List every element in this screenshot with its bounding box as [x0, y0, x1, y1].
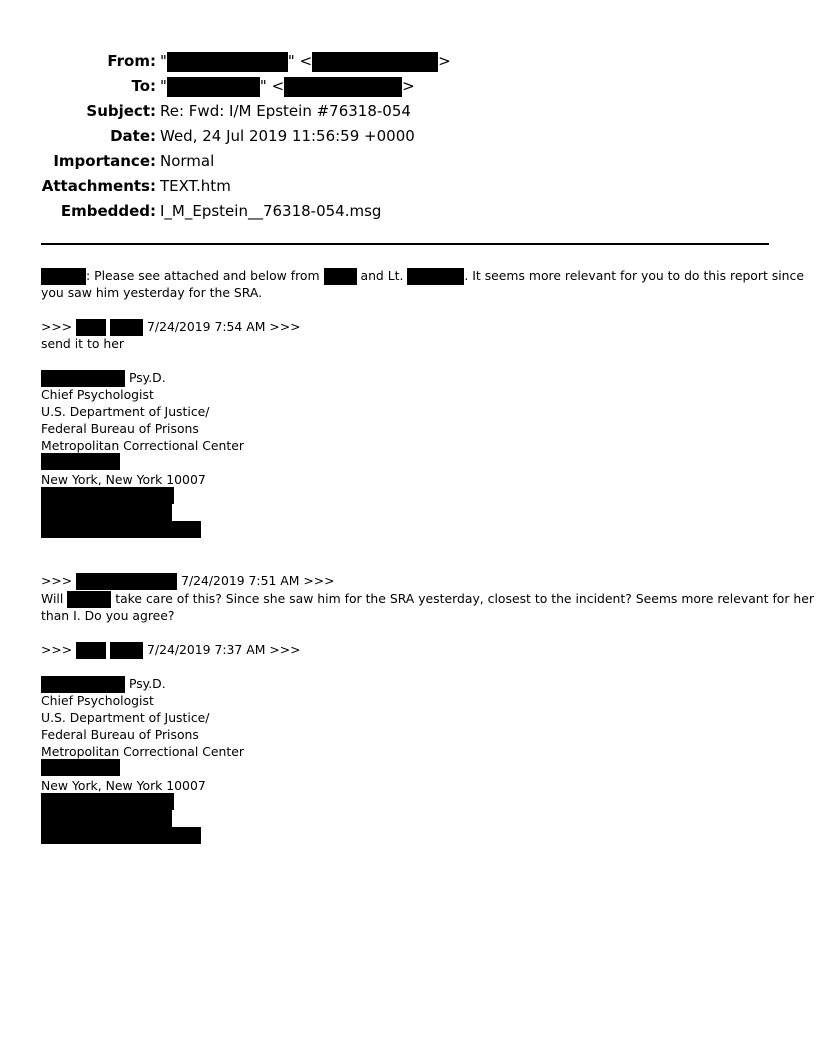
signature-city: New York, New York 10007 [41, 472, 206, 487]
importance-label: Importance: [53, 152, 156, 170]
signature-facility: Metropolitan Correctional Center [41, 438, 244, 453]
redaction-block [167, 77, 260, 97]
body-text: take care of this? Since she saw him for the SRA yesterday, closest to the incident? Seems more relevant for her [115, 591, 814, 606]
redaction-block [41, 504, 172, 521]
signature-degree: Psy.D. [128, 370, 166, 385]
signature-bureau: Federal Bureau of Prisons [41, 421, 199, 436]
redaction-block [67, 591, 111, 608]
redaction-block [76, 319, 106, 336]
signature-facility: Metropolitan Correctional Center [41, 744, 244, 759]
subject-label: Subject: [86, 102, 156, 120]
redaction-block [76, 573, 177, 590]
redaction-block [41, 487, 174, 504]
from-close-angle: > [438, 52, 451, 70]
to-label: To: [131, 77, 156, 95]
redaction-block [41, 810, 172, 827]
date-value: Wed, 24 Jul 2019 11:56:59 +0000 [160, 127, 415, 145]
signature-bureau: Federal Bureau of Prisons [41, 727, 199, 742]
signature-name-line [41, 369, 166, 387]
from-open-quote: " [160, 52, 167, 70]
embedded-label: Embedded: [60, 202, 156, 220]
redaction-block [41, 793, 174, 810]
to-close-angle: > [402, 77, 415, 95]
signature-degree: Psy.D. [128, 676, 166, 691]
quote-header [41, 318, 301, 336]
body-text: . It seems more relevant for you to do this report since [464, 268, 804, 283]
from-close-quote: " < [287, 52, 313, 70]
quote-prefix: >>> [41, 319, 73, 334]
quote-header [41, 572, 335, 590]
to-open-quote: " [160, 77, 167, 95]
redaction-block [284, 77, 402, 97]
quote-prefix: >>> [41, 573, 73, 588]
signature-title: Chief Psychologist [41, 387, 154, 402]
from-value [160, 50, 451, 72]
redaction-block [110, 642, 143, 659]
body-text: : Please see attached and below from [86, 268, 320, 283]
to-value [160, 75, 415, 97]
attachments-label: Attachments: [41, 177, 156, 195]
from-label: From: [107, 52, 156, 70]
redaction-block [41, 521, 201, 538]
signature-title: Chief Psychologist [41, 693, 154, 708]
signature-dept: U.S. Department of Justice/ [41, 404, 210, 419]
redaction-block [41, 453, 120, 470]
body-text: Will [41, 591, 64, 606]
header-divider [41, 243, 769, 245]
redaction-block [324, 268, 357, 285]
quote-text [41, 590, 814, 608]
redaction-block [41, 370, 125, 387]
body-paragraph-line: you saw him yesterday for the SRA. [41, 285, 263, 300]
date-label: Date: [110, 127, 156, 145]
importance-value: Normal [160, 152, 215, 170]
signature-name-line [41, 675, 166, 693]
redaction-block [41, 827, 201, 844]
signature-dept: U.S. Department of Justice/ [41, 710, 210, 725]
embedded-value: I_M_Epstein__76318-054.msg [160, 202, 382, 220]
redaction-block [167, 52, 288, 72]
redaction-block [41, 268, 86, 285]
subject-value: Re: Fwd: I/M Epstein #76318-054 [160, 102, 411, 120]
quote-time: 7/24/2019 7:37 AM >>> [147, 642, 301, 657]
quote-prefix: >>> [41, 642, 73, 657]
redaction-block [407, 268, 464, 285]
body-paragraph-line [41, 267, 804, 285]
body-text: and Lt. [360, 268, 404, 283]
quote-text: send it to her [41, 336, 124, 351]
redaction-block [110, 319, 143, 336]
redaction-block [312, 52, 438, 72]
signature-city: New York, New York 10007 [41, 778, 206, 793]
redaction-block [76, 642, 106, 659]
quote-time: 7/24/2019 7:51 AM >>> [181, 573, 335, 588]
attachments-value: TEXT.htm [160, 177, 231, 195]
quote-header [41, 641, 301, 659]
quote-time: 7/24/2019 7:54 AM >>> [147, 319, 301, 334]
redaction-block [41, 676, 125, 693]
quote-text: than I. Do you agree? [41, 608, 175, 623]
redaction-block [41, 759, 120, 776]
to-close-quote: " < [259, 77, 285, 95]
